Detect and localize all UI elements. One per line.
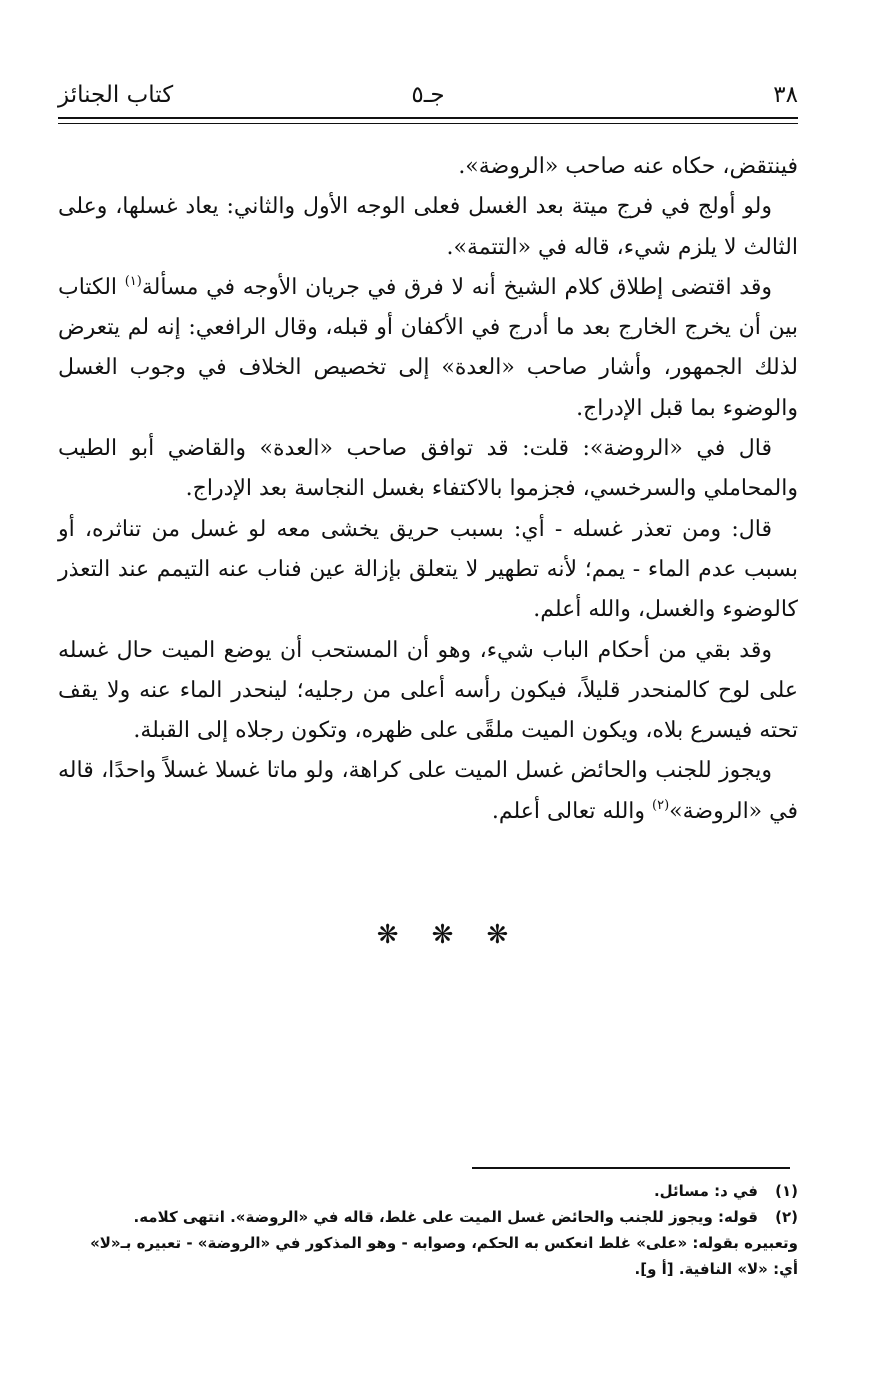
footnote-separator <box>472 1167 790 1169</box>
footnote-number: (١) <box>775 1182 798 1200</box>
paragraph: قال في «الروضة»: قلت: قد توافق صاحب «العدة» والقاضي أبو الطيب والمحاملي والسرخسي، فجزموا بالاكتفاء بغسل النجاسة بعد الإدراج. <box>58 436 798 502</box>
footnote-continuation <box>58 1230 798 1256</box>
footnote-number: (٢) <box>775 1208 798 1226</box>
page-number: ٣٨ <box>773 82 798 108</box>
paragraph: قال: ومن تعذر غسله - أي: بسبب حريق يخشى معه لو غسل من تناثره، أو بسبب عدم الماء - يمم؛ لأنه تطهير لا يتعلق بإزالة عين فناب عنه التيمم عند التعذر كالوضوء والغسل، والله أعلم. <box>58 516 798 623</box>
paragraph-text: والله تعالى أعلم. <box>491 798 653 824</box>
paragraph <box>58 268 798 429</box>
footnote-text: في د: مسائل. <box>653 1182 758 1200</box>
paragraph: وقد بقي من أحكام الباب شيء، وهو أن المستحب أن يوضع الميت حال غسله على لوح كالمنحدر قليلاً، فيكون رأسه أعلى من رجليه؛ لينحدر الماء عنه ولا يقف تحته فيسرع بلاه، ويكون الميت ملقًى على ظهره، وتكون رجلاه إلى القبلة. <box>58 637 798 744</box>
footnote <box>58 1204 798 1230</box>
paragraph: ولو أولج في فرج ميتة بعد الغسل فعلى الوجه الأول والثاني: يعاد غسلها، وعلى الثالث لا يلزم شيء، قاله في «التتمة». <box>58 194 798 260</box>
asterism-icon: ❋ <box>376 920 399 950</box>
footnote-reference[interactable]: (١) <box>124 273 142 289</box>
paragraph: فينتقض، حكاه عنه صاحب «الروضة». <box>458 154 798 179</box>
footnote-continuation <box>58 1256 798 1282</box>
footnote-reference[interactable]: (٢) <box>652 797 670 813</box>
paragraph-text: وقد اقتضى إطلاق كلام الشيخ أنه لا فرق في جريان الأوجه في مسألة <box>141 274 772 300</box>
footnote <box>58 1178 798 1204</box>
section-ornament <box>0 920 885 950</box>
paragraph-text: ويجوز للجنب والحائض غسل الميت على كراهة، ولو ماتا غسلا غسلاً واحدًا، قاله في «الروضة» <box>58 758 798 824</box>
asterism-icon: ❋ <box>431 920 454 950</box>
header-rule-thin <box>58 123 798 124</box>
header-rule-thick <box>58 117 798 119</box>
footnotes <box>58 1178 798 1282</box>
page-header <box>58 78 798 112</box>
footnote-text: أي: «لا» النافية. [أ و]. <box>634 1260 798 1278</box>
paragraph-text: الكتاب بين أن يخرج الخارج بعد ما أدرج في الأكفان أو قبله، وقال الرافعي: إنه لم يتعرض لذلك الجمهور، وأشار صاحب «العدة» إلى تخصيص الخلاف في وجوب الغسل والوضوء بما قبل الإدراج. <box>58 274 798 421</box>
book-title: كتاب الجنائز <box>58 82 174 108</box>
asterism-icon: ❋ <box>486 920 509 950</box>
volume-label: جـ٥ <box>411 82 445 108</box>
footnote-text: وتعبيره بقوله: «على» غلط انعكس به الحكم، وصوابه - وهو المذكور في «الروضة» - تعبيره بـ«لا» <box>90 1234 798 1252</box>
main-text <box>58 147 798 832</box>
paragraph <box>58 751 798 832</box>
footnote-text: قوله: ويجوز للجنب والحائض غسل الميت على غلط، قاله في «الروضة». انتهى كلامه. <box>133 1208 758 1226</box>
